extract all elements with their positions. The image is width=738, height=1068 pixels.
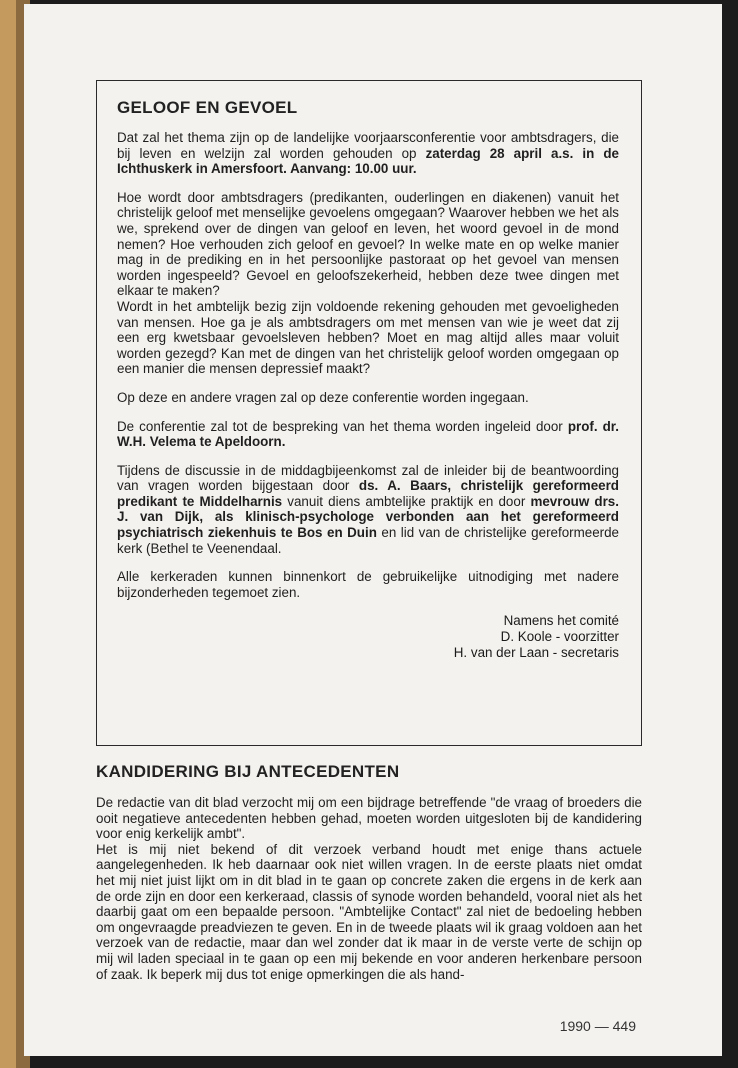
- page-number: 1990 — 449: [559, 1018, 636, 1034]
- signature-line-1: Namens het comité: [503, 613, 619, 629]
- box-title: GELOOF EN GEVOEL: [117, 98, 298, 117]
- article-section: [96, 762, 642, 982]
- questions-paragraph-1: Hoe wordt door ambtsdragers (predikanten, ouderlingen en diakenen) vanuit het christelijk geloof met menselijke gevoelens omgegaan? Waarover hebben we het als we, sprekend over de dingen van geloof en leven, het woord gevoel in de mond nemen? Hoe verhouden zich geloof en gevoel? In welke mate en op welke manier mag in de prediking en in het persoonlijke pastoraat op het gevoel van mensen worden ingespeeld? Gevoel en geloofszekerheid, hebben deze twee dingen met elkaar te maken?: [117, 189, 619, 299]
- article-title: KANDIDERING BIJ ANTECEDENTEN: [96, 762, 400, 781]
- signature-block: [117, 613, 619, 660]
- questions-paragraph-2: Wordt in het ambtelijk bezig zijn voldoende rekening gehouden met gevoeligheden van mensen. Hoe ga je als ambtsdragers om met mensen van wie je weet dat zij een erg kwetsbaar gevoelsleven hebben? Moet en mag altijd alles maar voluit worden gezegd? Kan met de dingen van het christelijk geloof worden omgegaan op een manier die mensen depressief maakt?: [117, 298, 619, 377]
- invitation-paragraph: Alle kerkeraden kunnen binnenkort de gebruikelijke uitnodiging met nadere bijzonderheden tegemoet zien.: [117, 569, 619, 600]
- signature-line-2: D. Koole - voorzitter: [500, 629, 619, 645]
- announcement-box: [96, 80, 642, 746]
- closing-question: Op deze en andere vragen zal op deze conferentie worden ingegaan.: [117, 389, 529, 405]
- article-paragraph-1: De redactie van dit blad verzocht mij om een bijdrage betreffende "de vraag of broeders die ooit negatieve antecedenten hebben gehad, moeten worden uitgesloten bij de kandidering voor enig kerkelijk ambt".: [96, 795, 642, 842]
- discussion-paragraph: Tijdens de discussie in de middagbijeenkomst zal de inleider bij de beantwoording van vragen worden bijgestaan door ds. A. Baars, christelijk gereformeerd predikant te Middelharnis vanuit diens ambtelijke praktijk en door mevrouw drs. J. van Dijk, als klinisch-psychologe verbonden aan het gereformeerd psychiatrisch ziekenhuis te Bos en Duin en lid van de christelijke gereformeerde kerk (Bethel te Veenendaal.: [117, 462, 620, 556]
- page: [24, 4, 722, 1056]
- article-paragraph-2: Het is mij niet bekend of dit verzoek verband houdt met enige thans actuele aangelegenheden. Ik heb daarnaar ook niet willen vragen. In de eerste plaats niet omdat het mij niet juist lijkt om in dit blad in te gaan op concrete zaken die ergens in de kerk aan de orde zijn en door een kerkeraad, classis of synode worden behandeld, vooral niet als het daarbij gaat om een bepaalde persoon. "Ambtelijke Contact" zal niet de bedoeling hebben om ongevraagde preadviezen te geven. En in de tweede plaats wil ik graag voldoen aan het verzoek van de redactie, maar dan wel zonder dat ik maar in de verste verte de schijn op mij wil laden speciaal in te gaan op een mij bekende en voor anderen herkenbare persoon of zaak. Ik beperk mij dus tot enige opmerkingen die als hand-: [96, 841, 642, 982]
- signature-line-3: H. van der Laan - secretaris: [453, 644, 619, 660]
- intro-paragraph: Dat zal het thema zijn op de landelijke voorjaarsconferentie voor ambtsdragers, die bij leven en welzijn zal worden gehouden op zaterdag 28 april a.s. in de Ichthuskerk in Amersfoort. Aanvang: 10.00 uur.: [117, 130, 620, 177]
- speaker-paragraph: De conferentie zal tot de bespreking van het thema worden ingeleid door prof. dr. W.H. Velema te Apeldoorn.: [117, 418, 619, 450]
